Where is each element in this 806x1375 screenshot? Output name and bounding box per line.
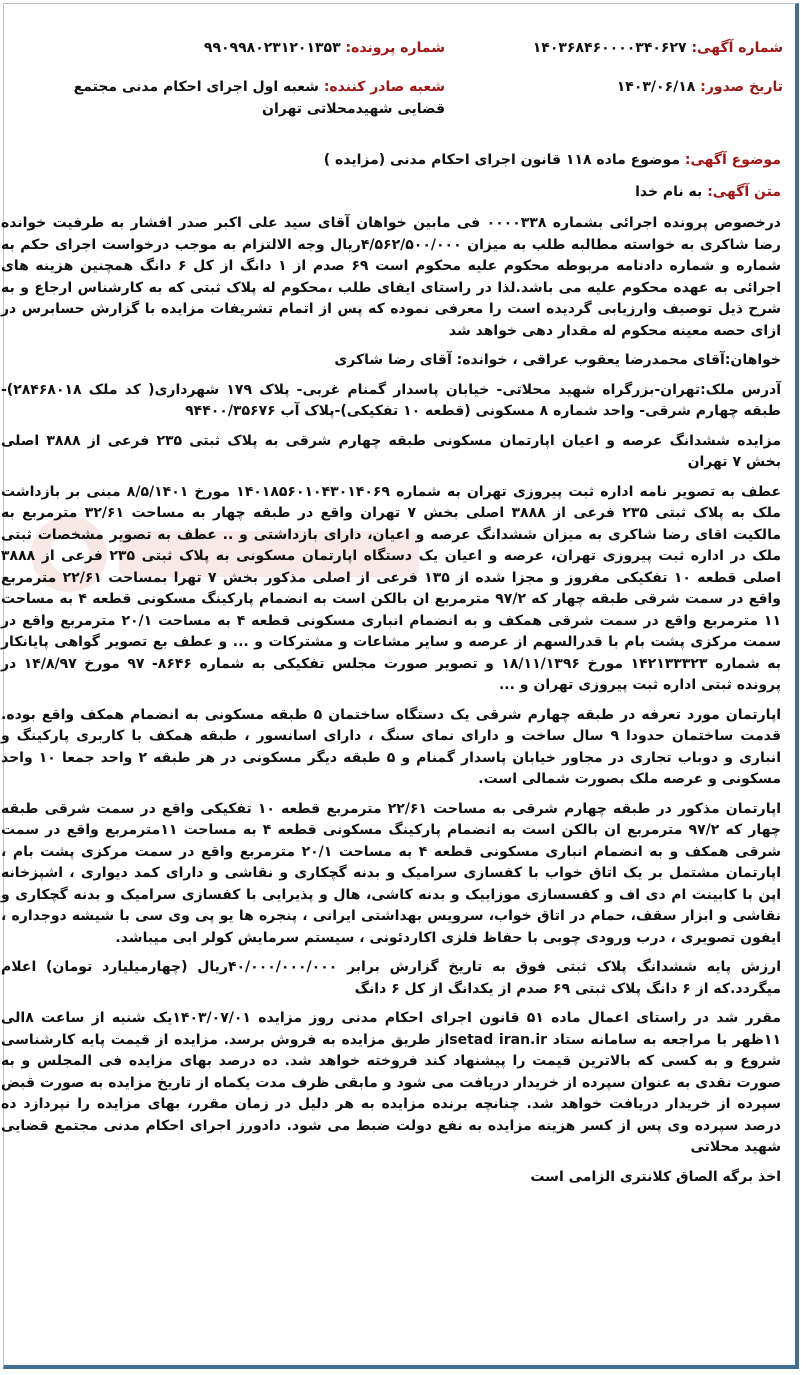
paragraph-parties: خواهان:آقای محمدرضا یعقوب عراقی ، خوانده: آقای رضا شاکری bbox=[334, 352, 781, 368]
subject-text: موضوع ماده ۱۱۸ قانون اجرای احکام مدنی (مزایده ) bbox=[323, 152, 680, 168]
issue-date-label: تاریخ صدور: bbox=[700, 79, 783, 95]
subject bbox=[1, 150, 781, 172]
paragraph-auction-terms: مقرر شد در راستای اعمال ماده ۵۱ قانون اجرای احکام مدنی روز مزایده ۱۴۰۳/۰۷/۰۱یک شنبه از ساعت ۸الی ۱۱ظهر با مراجعه به سامانه ستاد setad iran.irاز طریق مزایده به فروش برسد. مزایده از قیمت پایه کارشناسی شروع و به کسی که بالاترین قیمت را پیشنهاد کند فروخته خواهد شد. ده درصد بهای مزایده فی المجلس و به صورت نقدی به عنوان سپرده از خریدار دریافت می شود و مابقی ظرف مدت یکماه از تاریخ مزایده به صورت قبض سپرده از خریدار دریافت خواهد شد. چنانچه برنده مزایده به هر دلیل در زمان مقرر، بهای مزایده را نپردازد ده درصد سپرده وی پس از کسر هزینه مزایده به نفع دولت ضبط می شود. دادورز اجرای احکام مدنی مجتمع قضایی شهید محلاتی bbox=[1, 1010, 782, 1155]
paragraph-valuation: ارزش پایه ششدانگ پلاک ثبتی فوق به تاریخ گزارش برابر ۴۰/۰۰۰/۰۰۰/۰۰۰ریال (چهارمیلیارد تومان) اعلام میگردد.که از ۶ دانگ پلاک ثبتی ۶۹ صدم از یکدانگ از کل ۶ دانگ bbox=[1, 959, 782, 997]
issuer-label: شعبه صادر کننده: bbox=[323, 79, 445, 95]
paragraph-building: اپارتمان مورد تعرفه در طبقه چهارم شرقی یک دستگاه ساختمان ۵ طبقه مسکونی به انضمام همکف واقع بوده. قدمت ساختمان حدودا ۹ سال ساخت و دارای نمای سنگ ، دارای اسانسور ، طبقه همکف با کاربری پارکینگ و انباری و دوباب تجاری در مجاور خیابان پاسدار گمنام و ۵ طبقه دیگر مسکونی در هر طبقه ۲ واحد جمعا ۱۰ واحد مسکونی و عرصه ملک بصورت شمالی است. bbox=[1, 706, 781, 787]
notice-number-label: شماره آگهی: bbox=[691, 40, 783, 56]
notice-number-value: ۱۴۰۳۶۸۴۶۰۰۰۰۳۴۰۶۲۷ bbox=[532, 40, 687, 56]
paragraph-case-summary: درخصوص پرونده اجرائی بشماره ۰۰۰۰۳۳۸ فی مابین خواهان آقای سید علی اکبر صدر افشار به طرفیت خوانده رضا شاکری به خواسته مطالبه طلب به میزان ۴/۵۶۲/۵۰۰/۰۰۰ریال وجه الالتزام به موجب درخواست اجرای حکم به شماره و شماره دادنامه مربوطه محکوم علیه محکوم است ۶۹ صدم از ۱ دانگ از کل ۶ دانگ همچنین هزینه های اجرائی به عهده محکوم علیه می باشد.لذا در راستای ایفای طلب ،محکوم له پلاک ثبتی که به کارشناس ارجاع و به شرح ذیل توصیف وارزیابی گردیده است را معرفی نموده که پس از اتمام تشریفات مزایده با گزارش حسابرس در ازای حصه معینه محکوم له مقدار دهی خواهد شد bbox=[1, 215, 781, 339]
notice-content bbox=[1, 150, 781, 1196]
notice-text-heading: به نام خدا bbox=[635, 183, 703, 200]
issue-date bbox=[617, 77, 783, 97]
case-number-value: ۹۹۰۹۹۸۰۲۳۱۲۰۱۳۵۳ bbox=[203, 40, 341, 56]
case-number-label: شماره پرونده: bbox=[345, 40, 445, 56]
subject-label: موضوع آگهی: bbox=[684, 152, 781, 168]
notice-text-label: متن آگهی: bbox=[707, 183, 781, 200]
issuer bbox=[35, 76, 445, 120]
paragraph-final-note: اخذ برگه الصاق کلانتری الزامی است bbox=[530, 1168, 781, 1185]
paragraph-registry: عطف به تصویر نامه اداره ثبت پیروزی تهران به شماره ۱۴۰۱۸۵۶۰۱۰۴۳۰۱۴۰۶۹ مورخ ۸/۵/۱۴۰۱ مبنی بر بازداشت ملک به پلاک ثبتی ۲۳۵ فرعی از ۳۸۸۸ اصلی بخش ۷ تهران واقع در طبقه چهار به مساحت ۳۲/۶۱ مترمربع به مالکیت اقای رضا شاکری به میزان ششدانگ عرصه و اعیان، دارای بازداشتی و .. عطف به تصویر مشخصات ثبتی ملک در اداره ثبت پیروزی تهران، عرصه و اعیان یک دستگاه اپارتمان مسکونی به پلاک ثبتی ۲۳۵ فرعی از ۳۸۸۸ اصلی قطعه ۱۰ تفکیکی مفروز و مجزا شده از ۱۳۵ فرعی از اصلی مذکور بخش ۷ تهرا بمساحت ۲۲/۶۱ مترمربع واقع در سمت شرقی طبقه چهار که ۹۷/۲ مترمربع ان بالکن است به انضمام پارکینگ مسکونی قطعه ۴ به مساحت ۱۱ مترمربع واقع در سمت شرقی همکف و به انضمام انباری مسکونی قطعه ۴ به مساحت ۲۰/۱ مترمربع واقع در سمت مرکزی پشت بام با قدرالسهم از عرصه و سایر مشاعات و مشترکات و ... و عطف بع تصویر گواهی پایانکار به شماره ۱۴۲۱۳۳۳۲۳ مورخ ۱۸/۱۱/۱۳۹۶ و تصویر صورت مجلس تفکیکی به شماره ۸۶۴۶- ۹۷ مورخ ۱۴/۸/۹۷ در پرونده ثبتی اداره ثبت پیروزی تهران و ... bbox=[1, 483, 782, 693]
paragraph-auction-title: مزایده ششدانگ عرصه و اعیان اپارتمان مسکونی طبقه چهارم شرقی به پلاک ثبتی ۲۳۵ فرعی از ۳۸۸۸ اصلی بخش ۷ تهران bbox=[1, 432, 781, 470]
paragraph-address: آدرس ملک:تهران-بزرگراه شهید محلاتی- خیابان پاسدار گمنام غربی- پلاک ۱۷۹ شهرداری( کد ملک ۲۸۴۶۸۰۱۸)- طبقه چهارم شرقی- واحد شماره ۸ مسکونی (قطعه ۱۰ تفکیکی)-پلاک آب ۹۴۴۰۰/۳۵۶۷۶ bbox=[1, 381, 781, 419]
notice-document bbox=[3, 3, 799, 1369]
issuer-value: شعبه اول اجرای احکام مدنی مجتمع قضایی شهیدمحلاتی تهران bbox=[73, 79, 445, 117]
issue-date-value: ۱۴۰۳/۰۶/۱۸ bbox=[616, 79, 696, 95]
paragraph-apartment: اپارتمان مذکور در طبقه چهارم شرقی به مساحت ۲۲/۶۱ مترمربع قطعه ۱۰ تفکیکی واقع در سمت شرقی طبقه چهار که ۹۷/۲ مترمربع ان بالکن است به انضمام پارکینگ مسکونی قطعه ۴ به مساحت ۱۱مترمربع واقع در سمت شرقی همکف و به انضمام انباری مسکونی قطعه ۴ به مساحت ۲۰/۱ مترمربع واقع در سمت مرکزی پشت بام ، اپارتمان مشتمل بر یک اتاق خواب با کفسازی سرامیک و بدنه گچکاری و نقاشی و دارای کمد دیواری ، اشپزخانه اپن با کابینت ام دی اف و کفسسازی موزاییک و بدنه کاشی، هال و پذیرایی با کفسازی سرامیک و بدنه گچکاری و نقاشی و ابزار سقف، حمام در اتاق خواب، سرویس بهداشتی ایرانی ، پنجره ها یو پی وی سی با شیشه دوجداره ، ایفون تصویری ، درب ورودی چوبی با حفاظ فلزی اکاردئونی ، سیستم سرمایش کولر ابی میباشد. bbox=[1, 800, 782, 946]
notice-intro bbox=[1, 182, 781, 204]
case-number bbox=[204, 38, 445, 58]
notice-number bbox=[533, 38, 783, 58]
